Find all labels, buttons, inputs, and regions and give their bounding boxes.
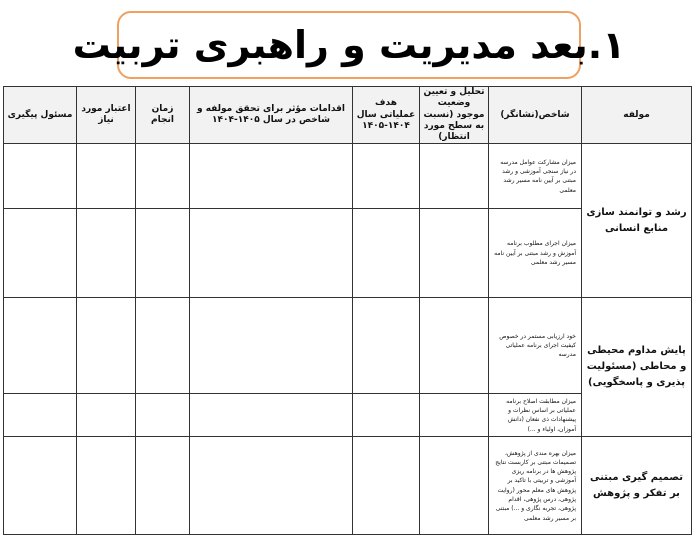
table-row (4, 437, 692, 535)
header-responsible: مسئول پیگیری (4, 87, 77, 144)
status-cell[interactable] (420, 209, 489, 298)
actions-cell[interactable] (190, 394, 353, 437)
responsible-cell[interactable] (4, 437, 77, 535)
indicator-cell: میزان مطابقت اصلاح برنامه عملیاتی بر اساس نظرات و پیشنهادات ذی نفعان (دانش آموزان، اولیاء و ...) (489, 394, 582, 437)
indicator-cell: خود ارزیابی مستمر در خصوص کیفیت اجرای برنامه عملیاتی مدرسه (489, 298, 582, 394)
goal-cell[interactable] (353, 209, 420, 298)
indicator-cell: میزان اجرای مطلوب برنامه آموزش و رشد مبتنی بر آیین نامه مسیر رشد معلمی (489, 209, 582, 298)
actions-cell[interactable] (190, 437, 353, 535)
responsible-cell[interactable] (4, 298, 77, 394)
timing-cell[interactable] (136, 437, 190, 535)
timing-cell[interactable] (136, 298, 190, 394)
budget-cell[interactable] (77, 144, 136, 209)
table-row (4, 144, 692, 209)
budget-cell[interactable] (77, 209, 136, 298)
header-status-analysis: تحلیل و تعیین وضعیت موجود (نسبت به سطح مورد انتظار) (420, 87, 489, 144)
timing-cell[interactable] (136, 394, 190, 437)
actions-cell[interactable] (190, 144, 353, 209)
budget-cell[interactable] (77, 437, 136, 535)
status-cell[interactable] (420, 394, 489, 437)
timing-cell[interactable] (136, 209, 190, 298)
goal-cell[interactable] (353, 144, 420, 209)
status-cell[interactable] (420, 437, 489, 535)
status-cell[interactable] (420, 298, 489, 394)
header-indicator: شاخص(نشانگر) (489, 87, 582, 144)
header-actions: اقدامات مؤثر برای تحقق مولفه و شاخص در سال ۱۴۰۵-۱۴۰۴ (190, 87, 353, 144)
title-box (72, 11, 626, 79)
responsible-cell[interactable] (4, 394, 77, 437)
table-row (4, 298, 692, 394)
header-budget: اعتبار مورد نیاز (77, 87, 136, 144)
indicator-cell: میزان مشارکت عوامل مدرسه در نیاز سنجی آموزشی و رشد مبتنی بر آیین نامه مسیر رشد معلمی (489, 144, 582, 209)
timing-cell[interactable] (136, 144, 190, 209)
header-operational-goal: هدف عملیاتی سال ۱۴۰۴-۱۴۰۵ (353, 87, 420, 144)
responsible-cell[interactable] (4, 209, 77, 298)
header-component: مولفه (582, 87, 692, 144)
component-cell: رشد و توانمند سازی منابع انسانی (582, 144, 692, 298)
responsible-cell[interactable] (4, 144, 77, 209)
goal-cell[interactable] (353, 298, 420, 394)
status-cell[interactable] (420, 144, 489, 209)
actions-cell[interactable] (190, 209, 353, 298)
page-title: ۱.بعد مدیریت و راهبری تربیت (72, 23, 626, 67)
goal-cell[interactable] (353, 437, 420, 535)
goal-cell[interactable] (353, 394, 420, 437)
budget-cell[interactable] (77, 394, 136, 437)
component-cell: تصمیم گیری مبتنی بر تفکر و پژوهش (582, 437, 692, 535)
actions-cell[interactable] (190, 298, 353, 394)
budget-cell[interactable] (77, 298, 136, 394)
plan-table (3, 86, 692, 535)
indicator-cell: میزان بهره مندی از پژوهش، تصمیمات مبتنی بر کاربست نتایج پژوهش ها در برنامه ریزی آموزشی و تربیتی با تاکید بر پژوهش های معلم محور (روایت پژوهی، درس پژوهی، اقدام پژوهی، تجربه نگاری و ...) مبتنی بر مسیر رشد معلمی (489, 437, 582, 535)
component-cell: پایش مداوم محیطی و محاطی (مسئولیت پذیری و پاسخگویی) (582, 298, 692, 437)
header-timing: زمان انجام (136, 87, 190, 144)
header-row (4, 87, 692, 144)
